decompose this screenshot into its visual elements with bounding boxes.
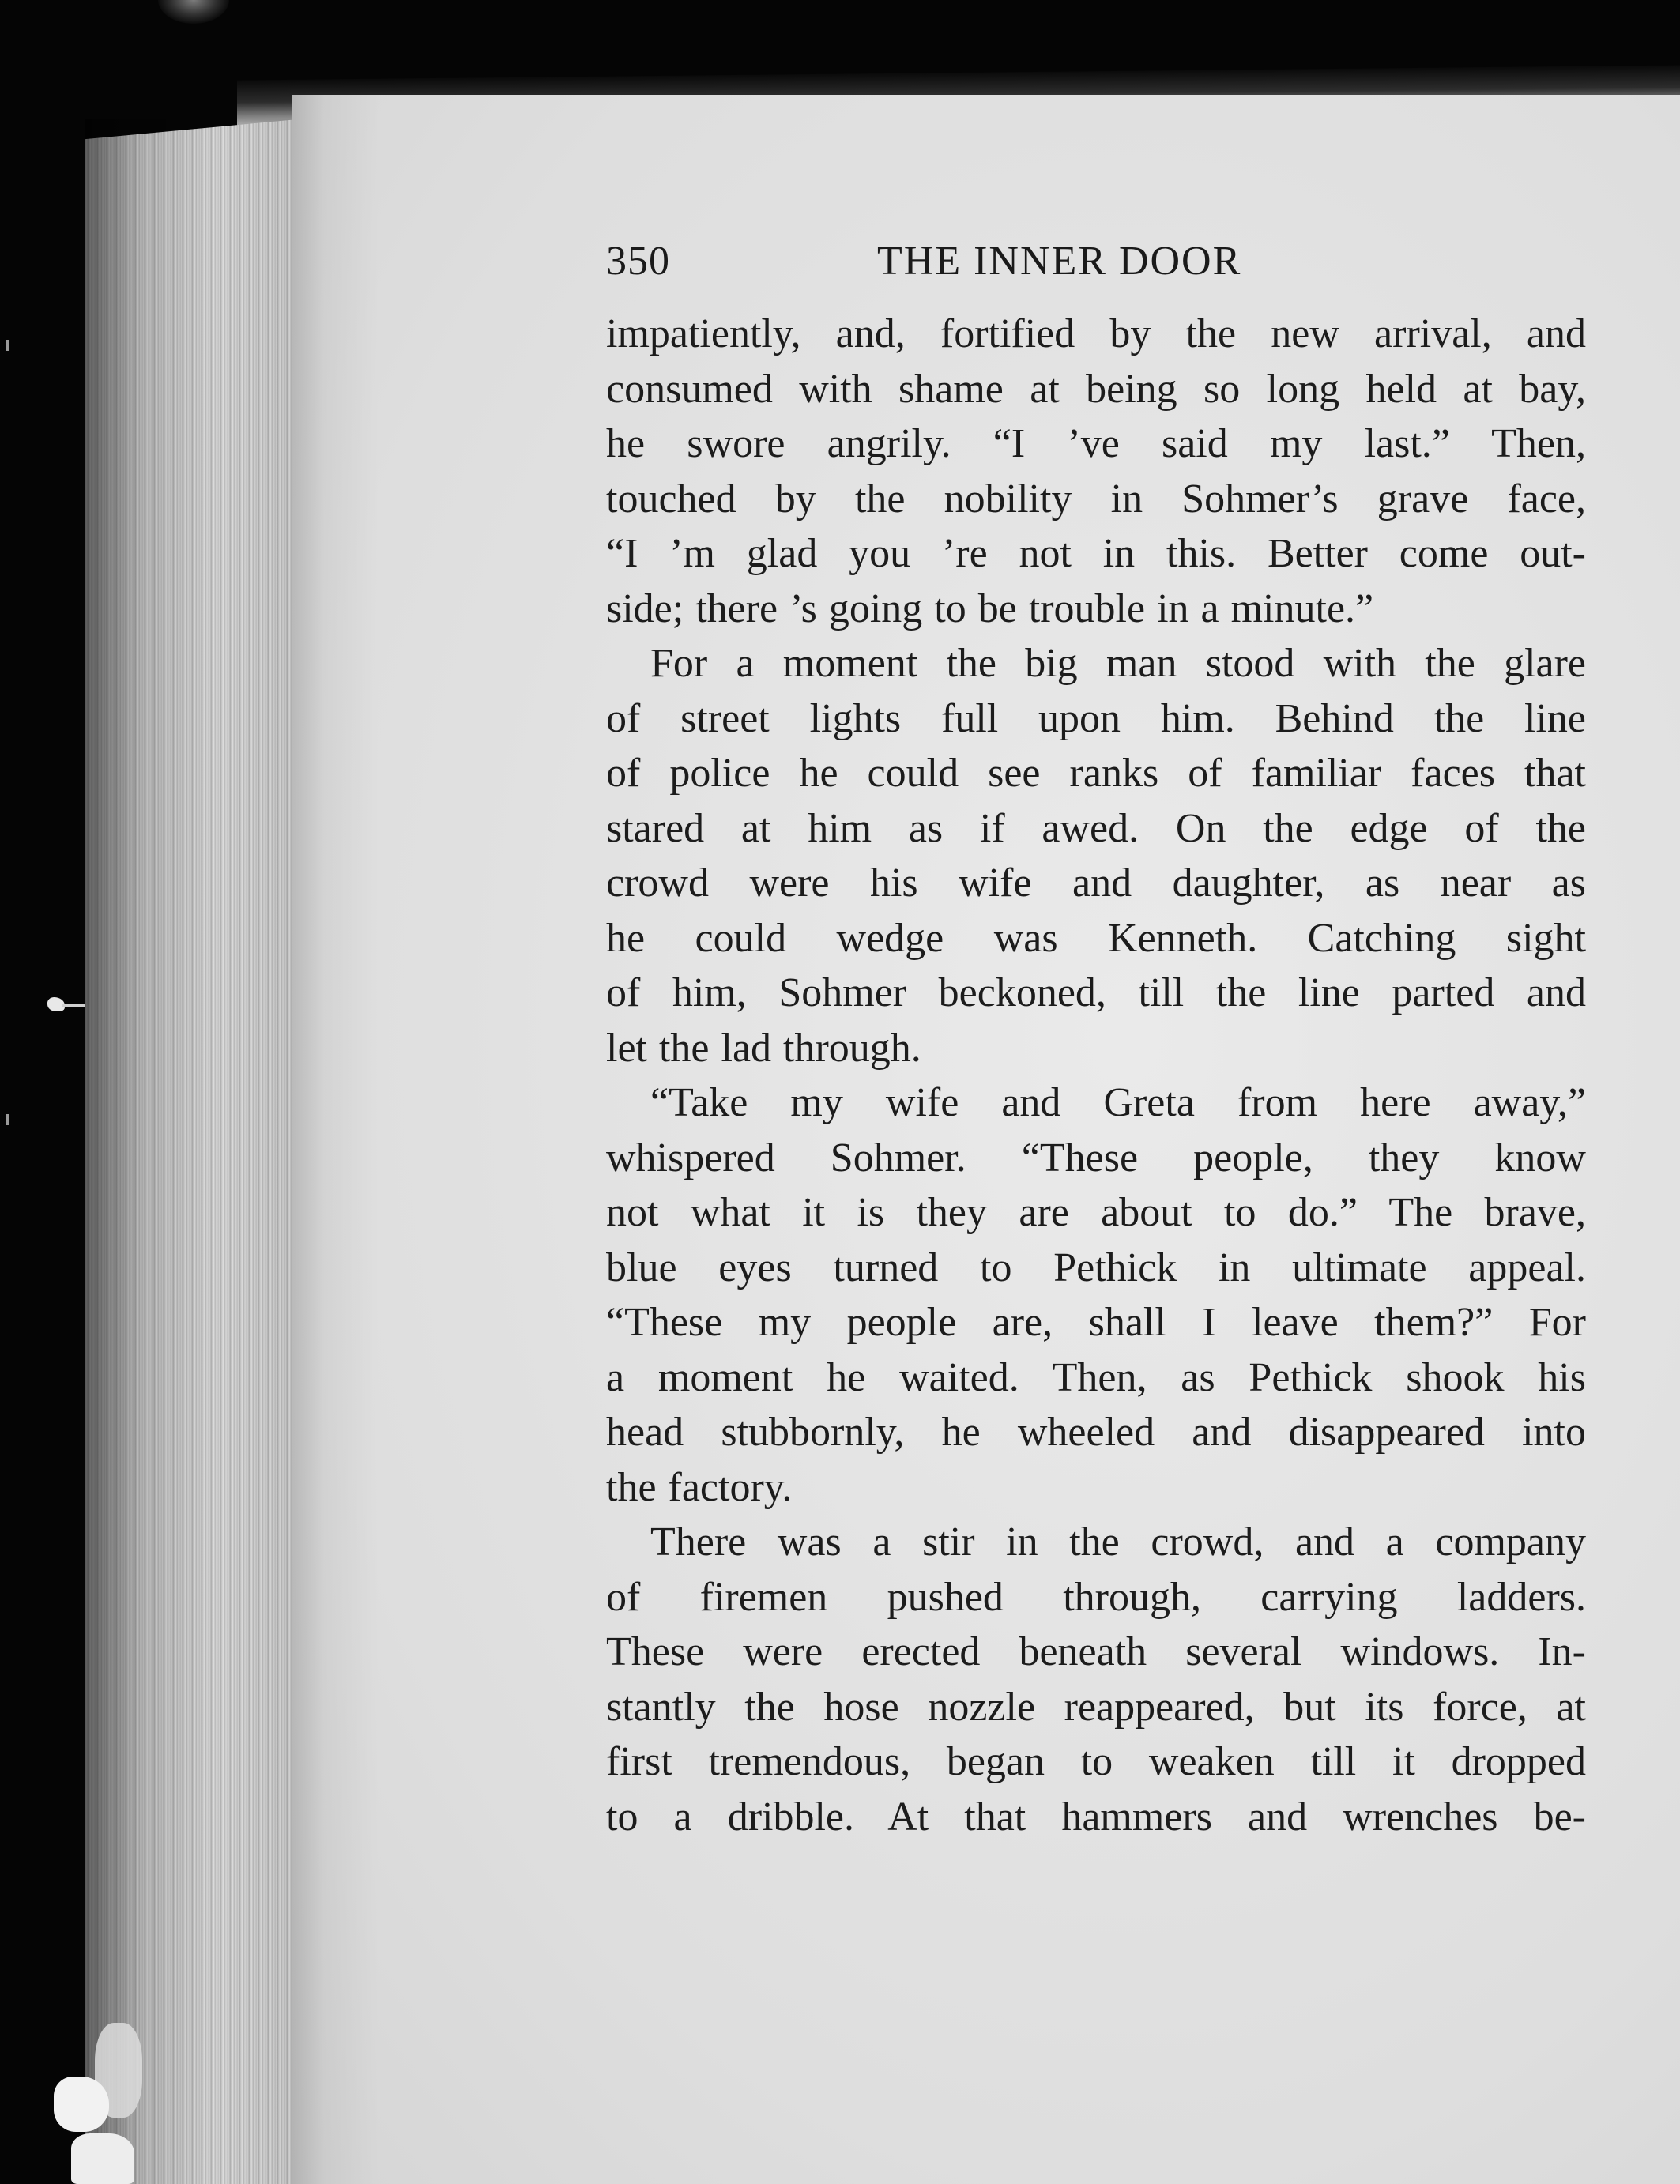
text-line: “These my people are, shall I leave them?” For bbox=[606, 1300, 1586, 1345]
text-line: stared at him as if awed. On the edge of the bbox=[606, 805, 1586, 851]
page-title: THE INNER DOOR bbox=[877, 239, 1242, 284]
scan-speck bbox=[6, 340, 9, 351]
text-line: stantly the hose nozzle reappeared, but its force, at bbox=[606, 1684, 1586, 1730]
text-line: he could wedge was Kenneth. Catching sight bbox=[606, 915, 1586, 961]
book-page-edges bbox=[85, 119, 307, 2184]
scan-speck bbox=[71, 2133, 134, 2184]
text-line: of street lights full upon him. Behind the line bbox=[606, 695, 1586, 741]
text-line: blue eyes turned to Pethick in ultimate appeal. bbox=[606, 1245, 1586, 1290]
text-line: he swore angrily. “I ’ve said my last.” Then, bbox=[606, 421, 1586, 466]
text-line: “Take my wife and Greta from here away,” bbox=[650, 1080, 1586, 1125]
text-line: a moment he waited. Then, as Pethick shook his bbox=[606, 1354, 1586, 1400]
text-line: whispered Sohmer. “These people, they know bbox=[606, 1135, 1586, 1180]
text-line: touched by the nobility in Sohmer’s grave face, bbox=[606, 476, 1586, 522]
body-text bbox=[606, 307, 1586, 1844]
text-line: consumed with shame at being so long held at bay, bbox=[606, 366, 1586, 412]
scan-speck bbox=[54, 2077, 109, 2132]
text-line: not what it is they are about to do.” The brave, bbox=[606, 1190, 1586, 1235]
text-line: impatiently, and, fortified by the new arrival, and bbox=[606, 311, 1586, 356]
scan-speck bbox=[6, 1114, 9, 1125]
text-line: to a dribble. At that hammers and wrenches be- bbox=[606, 1794, 1586, 1839]
scan-artifact bbox=[158, 0, 229, 24]
text-line: of firemen pushed through, carrying ladders. bbox=[606, 1574, 1586, 1620]
text-line: These were erected beneath several windows. In- bbox=[606, 1629, 1586, 1674]
running-head bbox=[606, 234, 1578, 289]
scan-speck bbox=[62, 1004, 85, 1007]
text-line: the factory. bbox=[606, 1464, 793, 1510]
text-line: of him, Sohmer beckoned, till the line parted and bbox=[606, 970, 1586, 1015]
text-line: let the lad through. bbox=[606, 1025, 921, 1071]
text-line: There was a stir in the crowd, and a company bbox=[650, 1519, 1586, 1565]
text-line: For a moment the big man stood with the glare bbox=[650, 641, 1586, 686]
text-line: side; there ’s going to be trouble in a minute.” bbox=[606, 586, 1374, 631]
page-number: 350 bbox=[606, 239, 670, 284]
text-line: crowd were his wife and daughter, as near as bbox=[606, 860, 1586, 906]
text-line: head stubbornly, he wheeled and disappeared into bbox=[606, 1410, 1586, 1455]
text-line: first tremendous, began to weaken till it dropped bbox=[606, 1739, 1586, 1784]
text-line: “I ’m glad you ’re not in this. Better come out- bbox=[606, 531, 1586, 576]
text-line: of police he could see ranks of familiar faces that bbox=[606, 751, 1586, 796]
